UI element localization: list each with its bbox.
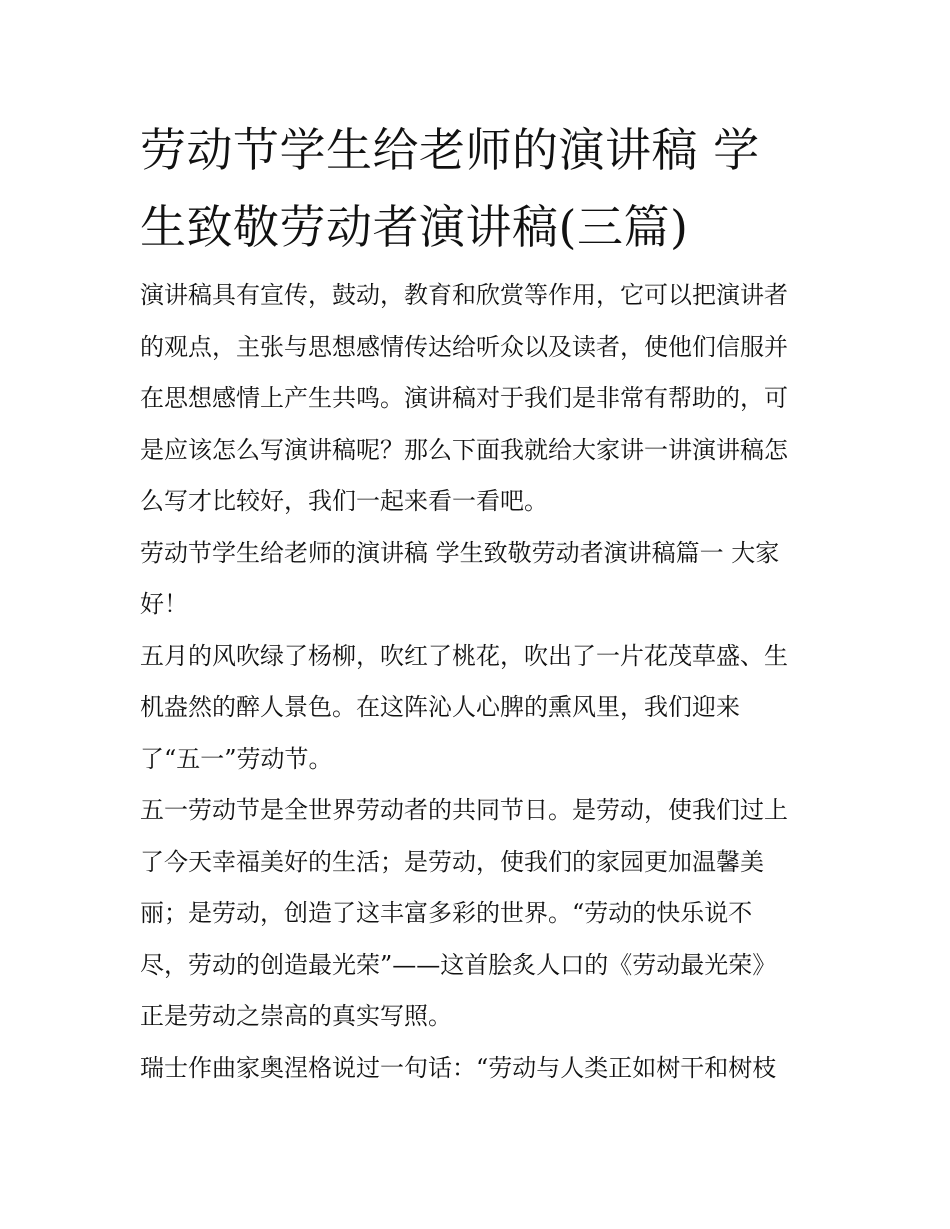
text-line: 是应该怎么写演讲稿呢？那么下面我就给大家讲一讲演讲稿怎 xyxy=(140,435,788,464)
title-line: 生致敬劳动者演讲稿(三篇) xyxy=(140,200,689,254)
text-line: 在思想感情上产生共鸣。演讲稿对于我们是非常有帮助的，可 xyxy=(140,384,788,412)
text-line: 么写才比较好，我们一起来看一看吧。 xyxy=(140,487,548,515)
body-paragraph xyxy=(140,631,815,786)
text-line: 正是劳动之崇高的真实写照。 xyxy=(140,1002,452,1030)
text-line: 的观点，主张与思想感情传达给听众以及读者，使他们信服并 xyxy=(140,332,788,361)
text-line: 好！ xyxy=(140,590,188,618)
title-line: 劳动节学生给老师的演讲稿 学 xyxy=(140,123,760,177)
text-line: 了今天幸福美好的生活；是劳动，使我们的家园更加温馨美 xyxy=(140,847,764,876)
text-line: 丽；是劳动，创造了这丰富多彩的世界。“劳动的快乐说不 xyxy=(140,899,753,927)
speech-heading-paragraph xyxy=(140,528,815,631)
intro-paragraph xyxy=(140,270,815,528)
text-line: 劳动节学生给老师的演讲稿 学生致敬劳动者演讲稿篇一 大家 xyxy=(140,538,780,567)
text-line: 了“五一”劳动节。 xyxy=(140,744,333,773)
document-title xyxy=(140,112,815,266)
text-line: 机盎然的醉人景色。在这阵沁人心脾的熏风里，我们迎来 xyxy=(140,693,740,721)
text-line: 演讲稿具有宣传，鼓动，教育和欣赏等作用，它可以把演讲者 xyxy=(140,281,788,309)
text-line: 五月的风吹绿了杨柳，吹红了桃花，吹出了一片花茂草盛、生 xyxy=(140,641,788,670)
body-paragraph xyxy=(140,1043,815,1095)
text-line: 尽，劳动的创造最光荣”——这首脍炙人口的《劳动最光荣》 xyxy=(140,950,777,979)
document-body xyxy=(140,270,815,1094)
body-paragraph xyxy=(140,785,815,1043)
document-content xyxy=(140,112,815,1094)
text-line: 五一劳动节是全世界劳动者的共同节日。是劳动，使我们过上 xyxy=(140,796,788,824)
text-line: 瑞士作曲家奥涅格说过一句话：“劳动与人类正如树干和树枝 xyxy=(140,1053,777,1082)
